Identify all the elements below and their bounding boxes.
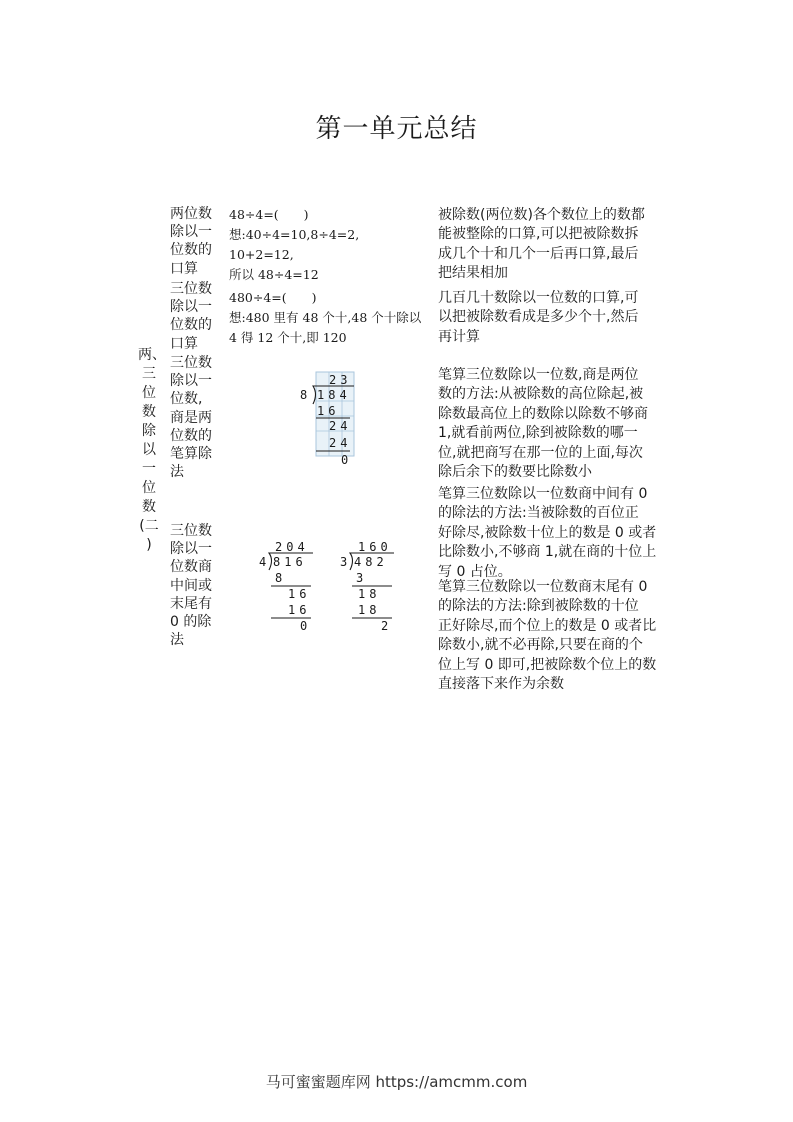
- quotient: 160: [358, 540, 392, 554]
- description-row-1: 被除数(两位数)各个数位上的数都 能被整除的口算,可以把被除数拆 成几个十和几个一后再口算,最后 把结果相加: [438, 207, 645, 282]
- step-1: 3: [356, 571, 364, 585]
- topic-row-3: 三位数 除以一 位数, 商是两 位数的 笔算除 法: [170, 355, 212, 481]
- long-division-816-by-4: [255, 538, 317, 634]
- step-2: 18: [358, 587, 381, 601]
- example-row-1: 48÷4=( ) 想:40÷4=10,8÷4=2, 10+2=12, 所以 48÷4=12: [229, 207, 360, 282]
- unit-label: 两、 三 位 数 除 以 一 位 数 (二 ): [138, 347, 166, 553]
- topic-row-2: 三位数 除以一 位数的 口算: [170, 281, 212, 352]
- remainder: 2: [381, 619, 389, 633]
- page-title: 第一单元总结: [315, 114, 478, 144]
- step-3: 24: [329, 436, 352, 450]
- long-division-184-by-8: [296, 370, 360, 466]
- description-row-4b: 笔算三位数除以一位数商末尾有 0 的除法的方法:除到被除数的十位 正好除尽,而个位上的数是 0 或者比 除数小,就不必再除,只要在商的个 位上写 0 即可,把被除数个位上的数 直接落下来作为余数: [438, 579, 657, 693]
- dividend: 184: [317, 388, 351, 402]
- dividend: 482: [354, 555, 388, 569]
- topic-row-1: 两位数 除以一 位数的 口算: [170, 206, 212, 277]
- topic-row-4: 三位数 除以一 位数商 中间或 末尾有 0 的除 法: [170, 523, 212, 649]
- quotient: 23: [329, 373, 352, 387]
- step-2: 24: [329, 419, 352, 433]
- divisor: 3: [340, 555, 348, 569]
- step-2: 16: [288, 587, 311, 601]
- step-3: 18: [358, 603, 381, 617]
- dividend: 816: [273, 555, 307, 569]
- description-row-4a: 笔算三位数除以一位数商中间有 0 的除法的方法:当被除数的百位正 好除尽,被除数十位上的数是 0 或者 比除数小,不够商 1,就在商的十位上 写 0 占位。: [438, 486, 657, 580]
- long-division-482-by-3: [338, 538, 400, 634]
- step-1: 16: [317, 404, 340, 418]
- description-row-3: 笔算三位数除以一位数,商是两位 数的方法:从被除数的高位除起,被 除数最高位上的数除以除数不够商 1,就看前两位,除到被除数的哪一 位,就把商写在那一位的上面,每次 除后余下的数要比除数小: [438, 367, 648, 481]
- quotient: 204: [275, 540, 309, 554]
- step-1: 8: [275, 571, 283, 585]
- divisor: 4: [259, 555, 267, 569]
- example-row-2: 480÷4=( ) 想:480 里有 48 个十,48 个十除以 4 得 12 个十,即 120: [229, 290, 422, 345]
- divisor: 8: [300, 388, 308, 402]
- footer-watermark: 马可蜜蜜题库网 https://amcmm.com: [265, 1073, 528, 1091]
- description-row-2: 几百几十数除以一位数的口算,可 以把被除数看成是多少个十,然后 再计算: [438, 290, 639, 345]
- step-3: 16: [288, 603, 311, 617]
- remainder: 0: [341, 453, 349, 466]
- remainder: 0: [300, 619, 308, 633]
